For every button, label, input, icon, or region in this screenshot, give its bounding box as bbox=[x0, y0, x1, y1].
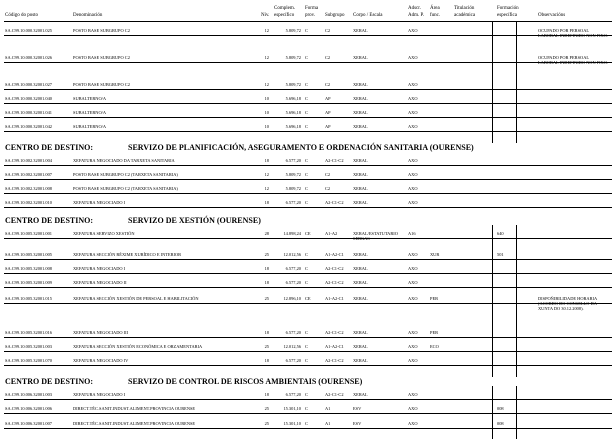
cell-code: SA.C99.10.005.32001.003 bbox=[5, 344, 52, 349]
cell-adscr: AXO bbox=[408, 266, 418, 271]
header-corpo: Corpo / Escala bbox=[353, 13, 383, 18]
table-row bbox=[0, 231, 615, 241]
header-area: Área bbox=[430, 6, 440, 11]
cell-adscr: AXO bbox=[408, 96, 418, 101]
row-divider bbox=[4, 351, 612, 352]
cell-sub: A1 bbox=[325, 421, 331, 426]
header-adscr-adm: Adm. P. bbox=[408, 13, 424, 18]
table-row bbox=[0, 158, 615, 168]
cell-forma: C bbox=[305, 344, 308, 349]
cell-forma: C bbox=[305, 200, 308, 205]
cell-comp: 5.809,72 bbox=[285, 172, 301, 177]
column-guide bbox=[492, 22, 493, 143]
cell-code: SA.C99.10.002.32001.010 bbox=[5, 200, 52, 205]
table-row bbox=[0, 330, 615, 340]
cell-den: XEFATURA SECCIÓN XESTIÓN ECONÓMICA E ORZAMENTARIA bbox=[73, 344, 203, 349]
cell-code: SA.C99.10.005.32001.070 bbox=[5, 358, 52, 363]
table-row bbox=[0, 110, 615, 120]
cell-obs: DISPOÑIBILIDADE HORARIA (ACORDO DO CONSELLO DA XUNTA DO 30.12.2008). bbox=[538, 296, 597, 311]
header-titulacion-academica: académica bbox=[454, 13, 476, 18]
cell-code: SA.C99.10.000.32001.041 bbox=[5, 110, 52, 115]
cell-forma: C bbox=[305, 406, 308, 411]
cell-comp: 5.809,72 bbox=[285, 28, 301, 33]
table-row bbox=[0, 406, 615, 416]
cell-code: SA.C99.10.006.32001.006 bbox=[5, 406, 52, 411]
header-codigo: Código do posto bbox=[5, 13, 39, 18]
table-row bbox=[0, 28, 615, 38]
cell-adscr: AXO bbox=[408, 110, 418, 115]
column-guide bbox=[516, 386, 517, 439]
cell-sub: A2-C1-C2 bbox=[325, 330, 344, 335]
table-row bbox=[0, 172, 615, 182]
cell-sub: C2 bbox=[325, 82, 331, 87]
cell-area: PER bbox=[430, 296, 439, 301]
cell-sub: A2-C1-C2 bbox=[325, 200, 344, 205]
cell-code: SA.C99.10.000.32001.027 bbox=[5, 82, 52, 87]
cell-niv: 18 bbox=[264, 280, 269, 285]
cell-den: POSTO BASE SUBGRUPO C2 (TARXETA SANITARIA) bbox=[73, 186, 178, 191]
header-titulacion: Titulación bbox=[454, 6, 475, 11]
cell-den: XEFATURA SECCIÓN RÉXIME XURÍDICO E INTERIOR bbox=[73, 252, 182, 257]
cell-den: XEFATURA NEGOCIADO III bbox=[73, 330, 129, 335]
cell-sub: A2-C1-C2 bbox=[325, 266, 344, 271]
cell-den: XEFATURA NEGOCIADO IV bbox=[73, 358, 129, 363]
cell-forma: C bbox=[305, 96, 308, 101]
column-guide bbox=[492, 225, 493, 377]
cell-forma: C bbox=[305, 55, 308, 60]
cell-forma: C bbox=[305, 280, 308, 285]
table-row bbox=[0, 266, 615, 276]
table-row bbox=[0, 96, 615, 106]
cell-sub: C2 bbox=[325, 186, 331, 191]
cell-adscr: AXO bbox=[408, 158, 418, 163]
cell-comp: 14.898,24 bbox=[283, 231, 301, 236]
cell-forma: C bbox=[305, 110, 308, 115]
row-divider bbox=[4, 287, 612, 288]
cell-obs: OCUPADO POR PERSOAL LABORAL INDEFINIDO NON FIXO. bbox=[538, 55, 609, 65]
row-divider bbox=[4, 399, 612, 400]
cell-niv: 25 bbox=[264, 252, 269, 257]
section-title: SERVIZO DE XESTIÓN (OURENSE) bbox=[128, 216, 261, 225]
row-divider bbox=[4, 117, 612, 118]
cell-niv: 18 bbox=[264, 266, 269, 271]
cell-code: SA.C99.10.005.32001.009 bbox=[5, 280, 52, 285]
row-divider bbox=[4, 238, 612, 239]
cell-obs: OCUPADO POR PERSOAL LABORAL INDEFINIDO NON FIXO. bbox=[538, 28, 609, 38]
section-title: SERVIZO DE CONTROL DE RISCOS AMBIENTAIS (OURENSE) bbox=[128, 377, 363, 386]
cell-form: 640 bbox=[497, 231, 504, 236]
cell-den: SUBALTERNO/A bbox=[73, 124, 107, 129]
row-divider bbox=[4, 365, 612, 366]
cell-code: SA.C99.10.000.32001.042 bbox=[5, 124, 52, 129]
row-divider bbox=[4, 413, 612, 414]
cell-corpo: ESV bbox=[353, 406, 362, 411]
section-label: CENTRO DE DESTINO: bbox=[5, 143, 94, 152]
cell-den: XEFATURA SECCIÓN XESTIÓN DE PERSOAL E HABILITACIÓN bbox=[73, 296, 199, 301]
cell-adscr: AXO bbox=[408, 55, 418, 60]
row-divider bbox=[4, 193, 612, 194]
cell-niv: 18 bbox=[264, 158, 269, 163]
cell-sub: C2 bbox=[325, 55, 331, 60]
cell-forma: C bbox=[305, 82, 308, 87]
cell-sub: AP bbox=[325, 96, 331, 101]
cell-area: XUR bbox=[430, 252, 440, 257]
table-row bbox=[0, 280, 615, 290]
cell-code: SA.C99.10.005.32001.005 bbox=[5, 252, 52, 257]
cell-corpo: ESV bbox=[353, 421, 362, 426]
cell-sub: C2 bbox=[325, 28, 331, 33]
section-title: SERVIZO DE PLANIFICACIÓN, ASEGURAMENTO E ORDENACIÓN SANITARIA (OURENSE) bbox=[128, 143, 474, 152]
cell-sub: A1-A2-C1 bbox=[325, 252, 344, 257]
cell-den: POSTO BASE SUBGRUPO C2 bbox=[73, 55, 130, 60]
cell-corpo: XERAL bbox=[353, 124, 368, 129]
cell-code: SA.C99.10.005.32001.016 bbox=[5, 330, 52, 335]
cell-code: SA.C99.10.006.32001.003 bbox=[5, 392, 52, 397]
cell-code: SA.C99.10.000.32001.040 bbox=[5, 96, 52, 101]
cell-comp: 6.577,20 bbox=[285, 358, 301, 363]
section-header bbox=[0, 377, 615, 389]
cell-niv: 18 bbox=[264, 392, 269, 397]
cell-adscr: AXO bbox=[408, 330, 418, 335]
row-divider bbox=[4, 207, 612, 208]
header-divider bbox=[4, 21, 612, 22]
header-subgrupo: Subgrupo bbox=[325, 13, 345, 18]
cell-corpo: XERAL bbox=[353, 392, 368, 397]
cell-den: DIRECT.TÉC.SANIT.INDUST.ALIMENT.PROVINCIA OURENSE bbox=[73, 421, 196, 426]
cell-code: SA.C99.10.006.32001.007 bbox=[5, 421, 52, 426]
cell-adscr: AXO bbox=[408, 200, 418, 205]
header-formacion-especifica: específica bbox=[497, 13, 517, 18]
cell-adscr: AXO bbox=[408, 186, 418, 191]
table-row bbox=[0, 124, 615, 134]
table-row bbox=[0, 344, 615, 354]
cell-code: SA.C99.10.005.32001.008 bbox=[5, 266, 52, 271]
cell-adscr: AXO bbox=[408, 28, 418, 33]
header-formacion: Formación bbox=[497, 6, 519, 11]
cell-code: SA.C99.10.000.32001.025 bbox=[5, 28, 52, 33]
cell-comp: 12.012,56 bbox=[283, 252, 301, 257]
cell-comp: 15.301,10 bbox=[283, 421, 301, 426]
header-nivel: Niv. bbox=[261, 13, 270, 18]
header-adscr: Adscr. bbox=[408, 6, 421, 11]
cell-comp: 5.696,18 bbox=[285, 110, 301, 115]
cell-den: XEFATURA SERVIZO XESTIÓN bbox=[73, 231, 135, 236]
cell-comp: 12.896,10 bbox=[283, 296, 301, 301]
cell-corpo: XERAL bbox=[353, 266, 368, 271]
cell-niv: 25 bbox=[264, 421, 269, 426]
table-header bbox=[0, 0, 615, 22]
cell-corpo: XERAL bbox=[353, 358, 368, 363]
table-row bbox=[0, 55, 615, 65]
cell-adscr: AXO bbox=[408, 358, 418, 363]
cell-forma: C bbox=[305, 421, 308, 426]
cell-forma: C bbox=[305, 252, 308, 257]
cell-corpo: XERAL bbox=[353, 330, 368, 335]
cell-adscr: AXO bbox=[408, 344, 418, 349]
row-divider bbox=[4, 35, 612, 36]
cell-adscr: AXO bbox=[408, 172, 418, 177]
cell-forma: C bbox=[305, 28, 308, 33]
cell-comp: 6.577,20 bbox=[285, 280, 301, 285]
cell-niv: 12 bbox=[264, 172, 269, 177]
row-divider bbox=[4, 89, 612, 90]
row-divider bbox=[4, 179, 612, 180]
cell-forma: C bbox=[305, 172, 308, 177]
cell-comp: 12.012,56 bbox=[283, 344, 301, 349]
cell-comp: 15.301,10 bbox=[283, 406, 301, 411]
cell-corpo: XERAL bbox=[353, 55, 368, 60]
cell-comp: 5.809,72 bbox=[285, 55, 301, 60]
row-divider bbox=[4, 337, 612, 338]
cell-niv: 10 bbox=[264, 124, 269, 129]
cell-corpo: XERAL bbox=[353, 82, 368, 87]
cell-sub: AP bbox=[325, 110, 331, 115]
cell-niv: 12 bbox=[264, 186, 269, 191]
cell-comp: 5.696,18 bbox=[285, 96, 301, 101]
cell-form: 008 bbox=[497, 406, 504, 411]
cell-forma: C bbox=[305, 124, 308, 129]
cell-forma: CE bbox=[305, 231, 311, 236]
section-header bbox=[0, 143, 615, 155]
cell-sub: A2-C1-C2 bbox=[325, 280, 344, 285]
cell-code: SA.C99.10.005.32001.001 bbox=[5, 231, 52, 236]
header-denominacion: Denominación bbox=[73, 13, 103, 18]
cell-den: POSTO BASE SUBGRUPO C2 bbox=[73, 28, 130, 33]
cell-corpo: XERAL bbox=[353, 252, 368, 257]
cell-sub: AP bbox=[325, 124, 331, 129]
table-row bbox=[0, 392, 615, 402]
cell-adscr: AXO bbox=[408, 82, 418, 87]
cell-comp: 6.577,20 bbox=[285, 200, 301, 205]
cell-corpo: XERAL bbox=[353, 110, 368, 115]
cell-niv: 10 bbox=[264, 96, 269, 101]
row-divider bbox=[4, 165, 612, 166]
cell-form: 008 bbox=[497, 421, 504, 426]
cell-code: SA.C99.10.005.32001.015 bbox=[5, 296, 52, 301]
cell-den: POSTO BASE SUBGRUPO C2 bbox=[73, 82, 130, 87]
cell-corpo: XERAL bbox=[353, 172, 368, 177]
cell-niv: 18 bbox=[264, 358, 269, 363]
cell-sub: A1-A2 bbox=[325, 231, 338, 236]
column-guide bbox=[516, 225, 517, 377]
cell-sub: A1-A2-C1 bbox=[325, 344, 344, 349]
cell-niv: 12 bbox=[264, 82, 269, 87]
cell-niv: 18 bbox=[264, 330, 269, 335]
cell-den: SUBALTERNO/A bbox=[73, 96, 107, 101]
cell-niv: 25 bbox=[264, 406, 269, 411]
cell-adscr: AXO bbox=[408, 392, 418, 397]
cell-sub: C2 bbox=[325, 172, 331, 177]
cell-den: XEFATURA NEGOCIADO II bbox=[73, 280, 127, 285]
cell-sub: A2-C1-C2 bbox=[325, 392, 344, 397]
cell-forma: C bbox=[305, 330, 308, 335]
row-divider bbox=[4, 428, 612, 429]
table-row bbox=[0, 186, 615, 196]
cell-niv: 25 bbox=[264, 296, 269, 301]
cell-corpo: XERAL bbox=[353, 296, 368, 301]
cell-adscr: AXO bbox=[408, 296, 418, 301]
cell-comp: 6.577,20 bbox=[285, 158, 301, 163]
header-complem-especifico: específico bbox=[274, 13, 295, 18]
table-row bbox=[0, 358, 615, 368]
cell-forma: C bbox=[305, 186, 308, 191]
table-row bbox=[0, 252, 615, 262]
cell-corpo: XERAL bbox=[353, 158, 368, 163]
header-area-func: func. bbox=[430, 13, 441, 18]
column-guide bbox=[492, 386, 493, 439]
cell-den: POSTO BASE SUBGRUPO C2 (TARXETA SANITARIA) bbox=[73, 172, 178, 177]
table-row bbox=[0, 296, 615, 311]
cell-comp: 6.577,20 bbox=[285, 266, 301, 271]
cell-corpo: XERAL bbox=[353, 280, 368, 285]
section-label: CENTRO DE DESTINO: bbox=[5, 216, 94, 225]
cell-adscr: AXO bbox=[408, 280, 418, 285]
row-divider bbox=[4, 62, 612, 63]
cell-comp: 6.577,20 bbox=[285, 330, 301, 335]
cell-den: XEFATURA NEGOCIADO I bbox=[73, 200, 126, 205]
row-divider bbox=[4, 103, 612, 104]
cell-sub: A2-C1-C2 bbox=[325, 158, 344, 163]
table-row bbox=[0, 200, 615, 210]
cell-niv: 18 bbox=[264, 200, 269, 205]
cell-adscr: AXO bbox=[408, 252, 418, 257]
cell-den: SUBALTERNO/A bbox=[73, 110, 107, 115]
column-guide bbox=[516, 22, 517, 143]
header-observacions: Observacións bbox=[538, 13, 566, 18]
cell-niv: 12 bbox=[264, 28, 269, 33]
cell-niv: 12 bbox=[264, 55, 269, 60]
cell-comp: 5.696,18 bbox=[285, 124, 301, 129]
cell-corpo: XERAL bbox=[353, 200, 368, 205]
cell-form: 501 bbox=[497, 252, 504, 257]
cell-den: XEFATURA NEGOCIADO DA TARXETA SANITARIA bbox=[73, 158, 175, 163]
cell-code: SA.C99.10.002.32001.004 bbox=[5, 158, 52, 163]
cell-adscr: AXO bbox=[408, 406, 418, 411]
row-divider bbox=[4, 273, 612, 274]
cell-adscr: AXO bbox=[408, 124, 418, 129]
cell-sub: A1-A2-C1 bbox=[325, 296, 344, 301]
cell-den: DIRECT.TÉC.SANIT.INDUST.ALIMENT.PROVINCIA OURENSE bbox=[73, 406, 196, 411]
cell-code: SA.C99.10.002.32001.007 bbox=[5, 172, 52, 177]
cell-corpo: XERAL bbox=[353, 28, 368, 33]
row-divider bbox=[4, 259, 612, 260]
cell-niv: 10 bbox=[264, 110, 269, 115]
cell-forma: C bbox=[305, 266, 308, 271]
cell-adscr: A16 bbox=[408, 231, 416, 236]
cell-comp: 5.809,72 bbox=[285, 82, 301, 87]
cell-forma: C bbox=[305, 358, 308, 363]
cell-corpo: XERAL/ESTATUTARIO SERGAS bbox=[353, 231, 398, 241]
cell-niv: 28 bbox=[264, 231, 269, 236]
header-forma: Forma bbox=[305, 6, 319, 11]
cell-area: ECO bbox=[430, 344, 439, 349]
cell-den: XEFATURA NEGOCIADO I bbox=[73, 266, 126, 271]
table-row bbox=[0, 421, 615, 431]
cell-forma: CE bbox=[305, 296, 311, 301]
cell-niv: 25 bbox=[264, 344, 269, 349]
cell-forma: C bbox=[305, 158, 308, 163]
row-divider bbox=[4, 303, 612, 304]
table-row bbox=[0, 82, 615, 92]
cell-forma: C bbox=[305, 392, 308, 397]
cell-sub: A2-C1-C2 bbox=[325, 358, 344, 363]
section-label: CENTRO DE DESTINO: bbox=[5, 377, 94, 386]
cell-adscr: AXO bbox=[408, 421, 418, 426]
header-forma-prov: prov. bbox=[305, 13, 316, 18]
cell-comp: 6.577,20 bbox=[285, 392, 301, 397]
cell-corpo: XERAL bbox=[353, 344, 368, 349]
header-complem: Complem. bbox=[274, 6, 295, 11]
cell-comp: 5.809,72 bbox=[285, 186, 301, 191]
cell-area: PER bbox=[430, 330, 439, 335]
cell-corpo: XERAL bbox=[353, 96, 368, 101]
cell-sub: A1 bbox=[325, 406, 331, 411]
cell-den: XEFATURA NEGOCIADO I bbox=[73, 392, 126, 397]
cell-code: SA.C99.10.000.32001.026 bbox=[5, 55, 52, 60]
cell-code: SA.C99.10.002.32001.008 bbox=[5, 186, 52, 191]
cell-corpo: XERAL bbox=[353, 186, 368, 191]
row-divider bbox=[4, 131, 612, 132]
section-header bbox=[0, 216, 615, 228]
